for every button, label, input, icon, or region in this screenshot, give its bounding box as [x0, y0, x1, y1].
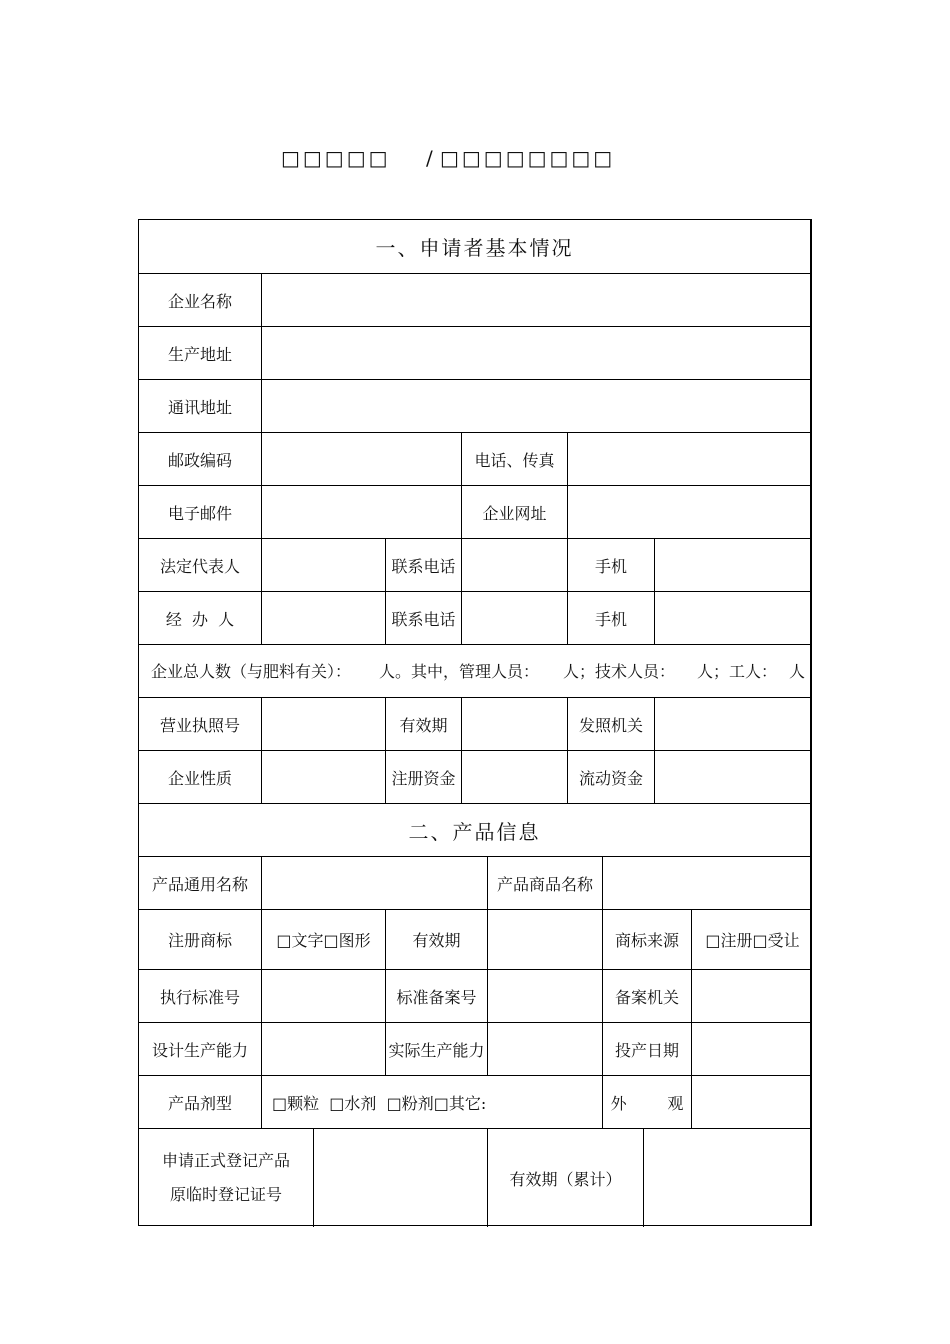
field-filing-authority[interactable] — [691, 970, 813, 1022]
title-left: □□□□□ — [281, 146, 391, 170]
field-legal-rep-mobile[interactable] — [654, 539, 813, 591]
field-cumulative-validity[interactable] — [643, 1129, 813, 1227]
formulation-checkboxes[interactable]: □颗粒 □水剂 □粉剂□其它: — [261, 1076, 602, 1128]
label-generic-name: 产品通用名称 — [151, 874, 248, 894]
section1-heading-row — [139, 220, 810, 273]
label-phone-fax: 电话、传真 — [461, 433, 567, 485]
row-registration — [139, 1128, 810, 1227]
field-email[interactable] — [261, 486, 461, 538]
label-reg-capital: 注册资金 — [385, 751, 461, 803]
row-standard — [139, 969, 810, 1022]
label-postal-code: 邮政编码 — [167, 450, 232, 470]
label-formulation: 产品剂型 — [167, 1093, 232, 1113]
field-phone-fax[interactable] — [567, 433, 813, 485]
label-legal-rep-phone: 联系电话 — [385, 539, 461, 591]
field-handler-phone[interactable] — [461, 592, 567, 644]
section2-heading: 二、产品信息 — [408, 819, 541, 844]
label-production-date: 投产日期 — [602, 1023, 691, 1075]
label-trademark-source: 商标来源 — [602, 910, 691, 969]
row-trademark — [139, 909, 810, 969]
row-formulation — [139, 1075, 810, 1128]
field-production-address[interactable] — [261, 327, 813, 379]
label-license-validity: 有效期 — [385, 698, 461, 750]
trademark-source-checkboxes[interactable]: □注册□受让 — [691, 910, 813, 969]
label-filing-authority: 备案机关 — [602, 970, 691, 1022]
label-production-address: 生产地址 — [167, 344, 232, 364]
field-handler-mobile[interactable] — [654, 592, 813, 644]
row-production-address — [139, 326, 810, 379]
staff-end-label: 人 — [789, 662, 806, 681]
field-reg-capital[interactable] — [461, 751, 567, 803]
field-issuer[interactable] — [654, 698, 813, 750]
title-slash: / — [426, 146, 436, 170]
label-trademark-validity: 有效期 — [385, 910, 487, 969]
field-actual-capacity[interactable] — [487, 1023, 602, 1075]
row-handler — [139, 591, 810, 644]
field-appearance[interactable] — [691, 1076, 813, 1128]
section2-heading-row — [139, 803, 810, 856]
row-postal-phone — [139, 432, 810, 485]
label-legal-rep-mobile: 手机 — [567, 539, 654, 591]
row-company-name — [139, 273, 810, 326]
staff-worker-label: 人；工人： — [697, 662, 778, 681]
label-trademark: 注册商标 — [167, 931, 232, 950]
label-design-capacity: 设计生产能力 — [151, 1040, 248, 1060]
title-right: □□□□□□□□ — [440, 146, 616, 170]
field-standard-filing[interactable] — [487, 970, 602, 1022]
label-trade-name: 产品商品名称 — [487, 857, 602, 909]
staff-count-label: 企业总人数（与肥料有关）： — [151, 662, 352, 681]
field-mailing-address[interactable] — [261, 380, 813, 432]
field-postal-code[interactable] — [261, 433, 461, 485]
label-handler: 经 办 人 — [165, 609, 235, 629]
field-license-validity[interactable] — [461, 698, 567, 750]
label-registration — [139, 1129, 313, 1227]
label-email: 电子邮件 — [167, 503, 232, 523]
section1-heading: 一、申请者基本情况 — [375, 236, 574, 260]
document-title — [0, 143, 950, 173]
label-registration-line1: 申请正式登记产品 — [161, 1151, 290, 1170]
label-registration-line2: 原临时登记证号 — [169, 1185, 282, 1204]
field-legal-rep-phone[interactable] — [461, 539, 567, 591]
field-handler[interactable] — [261, 592, 385, 644]
label-handler-phone: 联系电话 — [385, 592, 461, 644]
label-standard-filing: 标准备案号 — [385, 970, 487, 1022]
row-staff-count — [139, 644, 810, 697]
row-license — [139, 697, 810, 750]
field-trademark-validity[interactable] — [487, 910, 602, 969]
field-nature[interactable] — [261, 751, 385, 803]
row-email-website — [139, 485, 810, 538]
label-handler-mobile: 手机 — [567, 592, 654, 644]
label-cumulative-validity: 有效期（累计） — [487, 1129, 643, 1227]
field-production-date[interactable] — [691, 1023, 813, 1075]
label-company-name: 企业名称 — [167, 291, 232, 311]
application-form-table — [138, 219, 812, 1226]
field-website[interactable] — [567, 486, 813, 538]
label-actual-capacity: 实际生产能力 — [385, 1023, 487, 1075]
row-product-names — [139, 856, 810, 909]
label-license-no: 营业执照号 — [159, 715, 240, 735]
label-website: 企业网址 — [461, 486, 567, 538]
label-working-capital: 流动资金 — [567, 751, 654, 803]
row-legal-rep — [139, 538, 810, 591]
trademark-type-checkboxes[interactable]: □文字□图形 — [261, 910, 385, 969]
field-generic-name[interactable] — [261, 857, 487, 909]
staff-management-label: 人。其中，管理人员： — [379, 662, 540, 681]
label-issuer: 发照机关 — [567, 698, 654, 750]
field-legal-rep[interactable] — [261, 539, 385, 591]
field-standard-no[interactable] — [261, 970, 385, 1022]
label-standard-no: 执行标准号 — [159, 987, 240, 1007]
label-nature: 企业性质 — [167, 768, 232, 788]
field-company-name[interactable] — [261, 274, 813, 326]
field-license-no[interactable] — [261, 698, 385, 750]
row-nature — [139, 750, 810, 803]
label-mailing-address: 通讯地址 — [167, 397, 232, 417]
field-working-capital[interactable] — [654, 751, 813, 803]
row-mailing-address — [139, 379, 810, 432]
label-appearance: 外 观 — [602, 1076, 691, 1128]
field-design-capacity[interactable] — [261, 1023, 385, 1075]
staff-tech-label: 人；技术人员： — [563, 662, 676, 681]
row-capacity — [139, 1022, 810, 1075]
field-registration-no[interactable] — [313, 1129, 487, 1227]
field-trade-name[interactable] — [602, 857, 813, 909]
label-legal-rep: 法定代表人 — [159, 556, 240, 576]
